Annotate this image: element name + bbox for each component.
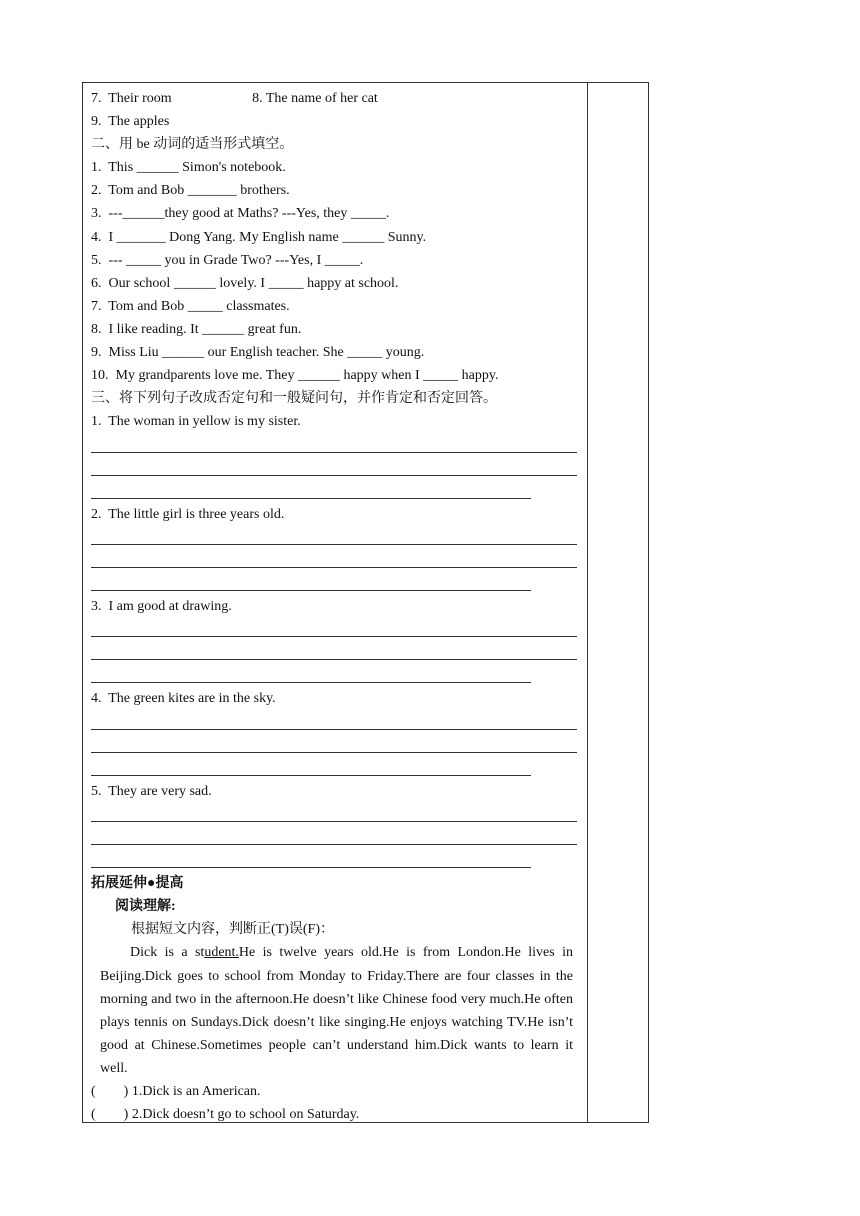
reading-instruction: 根据短文内容，判断正(T)误(F)： [131,922,334,938]
fill-item: 8. I like reading. It ______ great fun. [91,321,302,337]
fill-item: 3. ---______they good at Maths? ---Yes, they _____. [91,206,390,222]
answer-line[interactable] [91,757,579,780]
fill-item: 10. My grandparents love me. They ______ happy when I _____ happy. [91,368,499,384]
answer-line[interactable] [91,849,579,872]
answer-line[interactable] [91,457,579,480]
answer-line[interactable] [91,433,579,456]
section3-heading: 三、将下列句子改成否定句和一般疑问句，并作肯定和否定回答。 [91,391,497,407]
fill-item: 6. Our school ______ lovely. I _____ happy at school. [91,275,399,291]
item-the-apples: 9. The apples [91,114,170,130]
section2-heading: 二、用 be 动词的适当形式填空。 [91,137,294,153]
reading-label: 阅读理解: [115,899,176,915]
fill-item: 4. I _______ Dong Yang. My English name ______ Sunny. [91,229,427,245]
answer-line[interactable] [91,526,579,549]
answer-line[interactable] [91,711,579,734]
column-divider [587,83,588,1122]
answer-line[interactable] [91,618,579,641]
passage-body: He is twelve years old.He is from London.He lives in Beijing.Dick goes to school from Monday to Friday.There are four classes in the morning and two in the afternoon.He doesn’t like Chinese food very much.He often plays tennis on Sundays.Dick doesn’t like singing.He enjoys watching TV.He isn’t good at Chinese.Sometimes people can’t understand him.Dick wants to learn it well. [100,945,573,1076]
reading-passage [91,941,579,1080]
rewrite-item: 3. I am good at drawing. [91,599,232,615]
rewrite-item: 1. The woman in yellow is my sister. [91,414,301,430]
passage-start: Dick is a st [130,945,205,961]
fill-item: 2. Tom and Bob _______ brothers. [91,183,290,199]
answer-line[interactable] [91,549,579,572]
answer-line[interactable] [91,480,579,503]
fill-item: 7. Tom and Bob _____ classmates. [91,298,290,314]
true-false-question: ( ) 2.Dick doesn’t go to school on Saturday. [91,1107,360,1123]
answer-line[interactable] [91,734,579,757]
fill-item: 9. Miss Liu ______ our English teacher. She _____ young. [91,345,425,361]
fill-item: 5. --- _____ you in Grade Two? ---Yes, I _____. [91,252,364,268]
answer-line[interactable] [91,664,579,687]
rewrite-item: 4. The green kites are in the sky. [91,691,276,707]
passage-underlined-word: udent. [204,945,239,961]
answer-line[interactable] [91,803,579,826]
rewrite-item: 2. The little girl is three years old. [91,506,285,522]
rewrite-item: 5. They are very sad. [91,783,212,799]
answer-line[interactable] [91,826,579,849]
true-false-question: ( ) 1.Dick is an American. [91,1084,261,1100]
worksheet-content [91,87,579,1126]
extension-heading: 拓展延伸●提高 [91,876,184,892]
answer-line[interactable] [91,641,579,664]
answer-line[interactable] [91,572,579,595]
item-their-room: 7. Their room 8. The name of her cat [91,91,378,106]
fill-item: 1. This ______ Simon's notebook. [91,160,286,176]
worksheet-table [82,82,649,1123]
